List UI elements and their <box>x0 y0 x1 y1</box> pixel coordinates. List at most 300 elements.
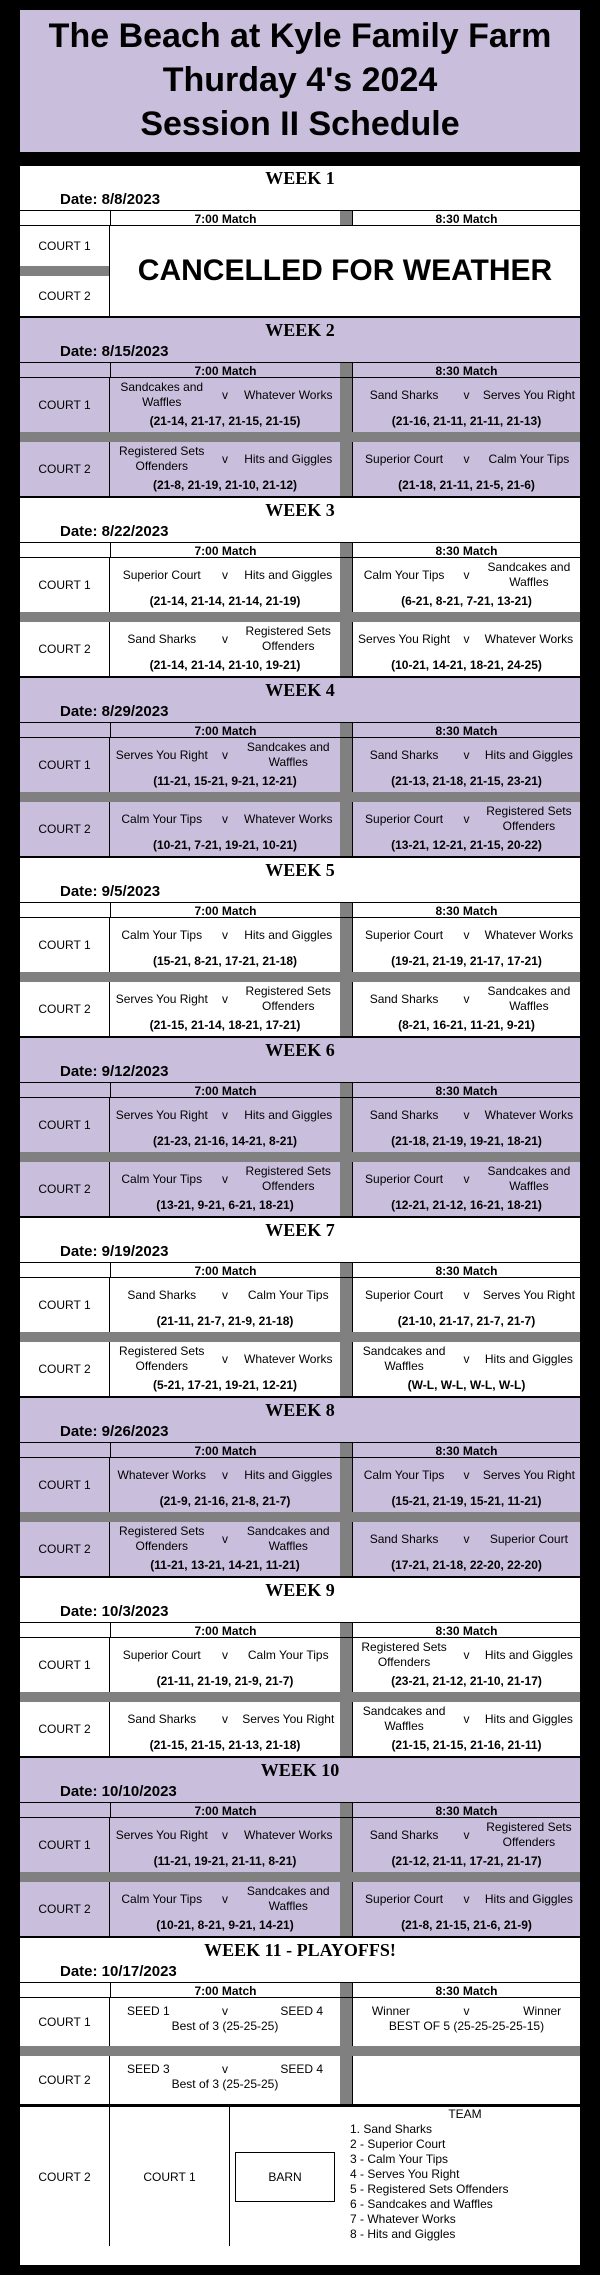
match-cell <box>352 1098 580 1152</box>
court-label: COURT 2 <box>20 2056 110 2104</box>
matchup <box>353 802 580 836</box>
week-block <box>20 1218 580 1398</box>
court-label: COURT 2 <box>20 802 110 856</box>
court-row <box>20 1818 580 1872</box>
playoff-court-2 <box>20 2056 580 2104</box>
week-date: Date: 8/15/2023 <box>60 343 169 360</box>
week-date: Date: 9/5/2023 <box>60 883 161 900</box>
match-score: (21-10, 21-17, 21-7, 21-7) <box>397 1314 536 1328</box>
versus: v <box>463 1468 470 1482</box>
court-label: COURT 2 <box>20 1882 110 1936</box>
week-date: Date: 8/22/2023 <box>60 523 169 540</box>
team-b: Sandcakes and Waffles <box>246 1884 330 1913</box>
team-b: Sandcakes and Waffles <box>487 1164 571 1193</box>
week-title: WEEK 2 <box>265 320 335 340</box>
matchup <box>353 1162 580 1196</box>
match-cell <box>352 1638 580 1692</box>
match-time-header <box>20 362 580 378</box>
match-cell <box>110 442 340 496</box>
team-list-item: 8 - Hits and Giggles <box>350 2227 456 2241</box>
playoff-match <box>110 2056 340 2104</box>
team-b: Sandcakes and Waffles <box>246 740 330 769</box>
title-line-1: The Beach at Kyle Family Farm <box>48 17 552 55</box>
court-row <box>20 1162 580 1216</box>
match-score: (21-18, 21-11, 21-5, 21-6) <box>398 478 535 492</box>
week-block <box>20 1578 580 1758</box>
match-score: (19-21, 21-19, 21-17, 17-21) <box>391 954 542 968</box>
matchup <box>110 1638 340 1672</box>
match-cell <box>110 738 340 792</box>
court-row <box>20 442 580 496</box>
match-cell <box>110 982 340 1036</box>
team-list-header: TEAM <box>448 2107 482 2121</box>
match-cell <box>352 1162 580 1216</box>
court-label: COURT 1 <box>20 1098 110 1152</box>
team-b: Whatever Works <box>244 1351 333 1366</box>
versus: v <box>463 1172 470 1186</box>
team-b: Hits and Giggles <box>244 1107 333 1122</box>
matchup <box>110 378 340 412</box>
match-cell <box>352 982 580 1036</box>
match-score: (21-12, 21-11, 17-21, 21-17) <box>391 1854 542 1868</box>
team-a: Serves You Right <box>115 1107 208 1122</box>
court-row <box>20 1522 580 1576</box>
team-b: Hits and Giggles <box>484 1351 573 1366</box>
match-cell <box>352 442 580 496</box>
matchup <box>353 1342 580 1376</box>
team-b: Hits and Giggles <box>244 451 333 466</box>
match-cell <box>110 622 340 676</box>
match-time-1: 7:00 Match <box>110 1083 340 1097</box>
matchup <box>110 1098 340 1132</box>
team-b: Whatever Works <box>244 811 333 826</box>
week-block <box>20 498 580 678</box>
team-a: Sand Sharks <box>369 1827 439 1842</box>
matchup <box>353 1818 580 1852</box>
matchup <box>110 1882 340 1916</box>
team-b: Superior Court <box>489 1531 568 1546</box>
versus: v <box>222 568 228 582</box>
seed-b: SEED 4 <box>280 2062 324 2076</box>
match-time-header <box>20 1982 580 1998</box>
match-cell <box>110 1278 340 1332</box>
team-a: Calm Your Tips <box>363 567 445 582</box>
match-cell <box>352 918 580 972</box>
winner-b: Winner <box>523 2004 562 2018</box>
match-score: (21-9, 21-16, 21-8, 21-7) <box>159 1494 291 1508</box>
divider <box>20 792 580 802</box>
match-cell <box>110 1342 340 1396</box>
team-b: Hits and Giggles <box>244 567 333 582</box>
versus: v <box>222 1352 228 1366</box>
court-label: COURT 2 <box>20 1702 110 1756</box>
schedule-sheet <box>20 10 580 2265</box>
versus: v <box>463 388 470 402</box>
team-b: Registered Sets Offenders <box>245 984 331 1013</box>
matchup <box>353 622 580 656</box>
matchup <box>353 378 580 412</box>
versus: v <box>463 812 470 826</box>
versus: v <box>463 568 470 582</box>
matchup <box>110 442 340 476</box>
team-a: Superior Court <box>365 1171 444 1186</box>
team-a: Sand Sharks <box>127 1287 197 1302</box>
match-time-1: 7:00 Match <box>110 1443 340 1457</box>
team-b: Whatever Works <box>484 631 574 646</box>
matchup <box>353 1522 580 1556</box>
team-a: Sand Sharks <box>369 1531 439 1546</box>
versus: v <box>222 1108 228 1122</box>
match-cell <box>352 378 580 432</box>
week-date: Date: 9/12/2023 <box>60 1063 169 1080</box>
week-title: WEEK 7 <box>265 1220 335 1240</box>
divider <box>20 432 580 442</box>
team-a: Sand Sharks <box>369 387 439 402</box>
week-title: WEEK 1 <box>265 168 335 188</box>
versus: v <box>222 1532 228 1546</box>
team-a: Registered Sets Offenders <box>361 1640 447 1669</box>
matchup <box>110 1818 340 1852</box>
court-label: COURT 1 <box>20 558 110 612</box>
versus: v <box>222 632 228 646</box>
divider <box>20 612 580 622</box>
versus: v <box>463 1352 470 1366</box>
week-title: WEEK 4 <box>265 680 335 700</box>
matchup <box>353 1638 580 1672</box>
match-time-1: 7:00 Match <box>110 723 340 737</box>
cancelled-row <box>20 226 580 316</box>
map-court-1: COURT 1 <box>110 2107 230 2246</box>
match-cell <box>110 378 340 432</box>
match-cell <box>110 1882 340 1936</box>
week-block <box>20 318 580 498</box>
week-block <box>20 858 580 1038</box>
match-score: (15-21, 21-19, 15-21, 11-21) <box>391 1494 542 1508</box>
court-label: COURT 2 <box>20 1162 110 1216</box>
match-cell <box>352 1278 580 1332</box>
cancelled-message: CANCELLED FOR WEATHER <box>137 254 553 287</box>
match-time-header <box>20 902 580 918</box>
match-score: (21-15, 21-15, 21-16, 21-11) <box>391 1738 542 1752</box>
team-b: Hits and Giggles <box>484 747 573 762</box>
match-format: Best of 3 (25-25-25) <box>171 2019 279 2033</box>
team-b: Serves You Right <box>242 1711 335 1726</box>
court-label: COURT 1 <box>20 1278 110 1332</box>
match-score: (11-21, 13-21, 14-21, 11-21) <box>150 1558 300 1572</box>
court-row <box>20 918 580 972</box>
versus: v <box>463 1532 470 1546</box>
team-a: Sand Sharks <box>127 631 197 646</box>
week-title: WEEK 10 <box>260 1760 340 1780</box>
versus: v <box>222 1712 228 1726</box>
court-labels <box>20 226 110 316</box>
match-format: Best of 3 (25-25-25) <box>171 2077 279 2091</box>
team-b: Sandcakes and Waffles <box>487 984 571 1013</box>
team-b: Sandcakes and Waffles <box>487 560 571 589</box>
week-title: WEEK 5 <box>265 860 335 880</box>
divider <box>20 1692 580 1702</box>
match-score: (21-18, 21-19, 19-21, 18-21) <box>391 1134 542 1148</box>
match-cell <box>352 1522 580 1576</box>
court-label: COURT 2 <box>38 289 91 303</box>
schedule-title <box>20 10 580 152</box>
team-a: Calm Your Tips <box>121 811 203 826</box>
match-cell <box>110 1702 340 1756</box>
match-score: (23-21, 21-12, 21-10, 21-17) <box>391 1674 542 1688</box>
match-time-2: 8:30 Match <box>352 903 580 917</box>
versus: v <box>222 2062 228 2076</box>
team-b: Hits and Giggles <box>484 1647 573 1662</box>
court-label: COURT 2 <box>20 622 110 676</box>
matchup <box>353 1882 580 1916</box>
winner-a: Winner <box>371 2004 410 2018</box>
divider <box>20 2046 580 2056</box>
versus: v <box>222 1828 228 1842</box>
team-a: Superior Court <box>365 1287 444 1302</box>
court-label: COURT 2 <box>20 982 110 1036</box>
team-a: Sand Sharks <box>369 747 439 762</box>
match-score: (21-8, 21-19, 21-10, 21-12) <box>152 478 298 492</box>
weeks-container <box>20 166 580 1938</box>
court-row <box>20 558 580 612</box>
divider <box>20 1872 580 1882</box>
court-row <box>20 738 580 792</box>
court-label: COURT 1 <box>38 239 91 253</box>
team-a: Superior Court <box>365 451 444 466</box>
court-label: COURT 1 <box>20 1998 110 2046</box>
matchup <box>353 982 580 1016</box>
team-a: Superior Court <box>365 1891 444 1906</box>
match-time-2: 8:30 Match <box>352 1803 580 1817</box>
court-row <box>20 1342 580 1396</box>
court-row <box>20 1458 580 1512</box>
versus: v <box>222 748 228 762</box>
versus: v <box>222 1892 228 1906</box>
team-b: Hits and Giggles <box>484 1711 573 1726</box>
team-list-item: 2 - Superior Court <box>350 2137 446 2151</box>
title-line-3: Session II Schedule <box>140 105 460 143</box>
match-time-2: 8:30 Match <box>352 363 580 377</box>
week-title: WEEK 3 <box>265 500 335 520</box>
match-cell <box>110 1522 340 1576</box>
week-block <box>20 678 580 858</box>
team-list-item: 7 - Whatever Works <box>350 2212 456 2226</box>
court-label: COURT 1 <box>20 378 110 432</box>
match-score: (21-16, 21-11, 21-11, 21-13) <box>391 414 542 428</box>
match-score: (13-21, 12-21, 21-15, 20-22) <box>391 838 542 852</box>
matchup <box>353 1278 580 1312</box>
court-row <box>20 1278 580 1332</box>
match-time-2: 8:30 Match <box>352 1443 580 1457</box>
versus: v <box>463 1828 470 1842</box>
team-a: Superior Court <box>365 811 444 826</box>
matchup <box>110 738 340 772</box>
court-row <box>20 802 580 856</box>
match-score: (21-14, 21-14, 21-14, 21-19) <box>149 594 301 608</box>
match-score: (21-15, 21-15, 21-13, 21-18) <box>149 1738 301 1752</box>
court-row <box>20 982 580 1036</box>
week-block-playoffs <box>20 1938 580 2106</box>
matchup <box>353 738 580 772</box>
versus: v <box>463 1712 470 1726</box>
versus: v <box>222 992 228 1006</box>
match-score: (6-21, 8-21, 7-21, 13-21) <box>401 594 532 608</box>
court-row <box>20 378 580 432</box>
match-time-2: 8:30 Match <box>352 1263 580 1277</box>
court-row <box>20 1882 580 1936</box>
team-b: Registered Sets Offenders <box>245 624 331 653</box>
team-a: Superior Court <box>122 567 201 582</box>
team-a: Serves You Right <box>358 631 451 646</box>
matchup <box>110 1702 340 1736</box>
match-time-1: 7:00 Match <box>110 1263 340 1277</box>
team-a: Registered Sets Offenders <box>119 444 205 473</box>
match-time-header <box>20 542 580 558</box>
divider <box>20 972 580 982</box>
court-label: COURT 1 <box>20 1458 110 1512</box>
match-cell <box>110 1818 340 1872</box>
team-a: Registered Sets Offenders <box>119 1524 205 1553</box>
matchup <box>353 1702 580 1736</box>
team-a: Calm Your Tips <box>121 927 203 942</box>
team-a: Calm Your Tips <box>363 1467 445 1482</box>
match-time-header <box>20 1622 580 1638</box>
match-cell <box>352 1818 580 1872</box>
match-cell <box>110 918 340 972</box>
team-b: Calm Your Tips <box>247 1647 329 1662</box>
team-a: Sand Sharks <box>369 1107 439 1122</box>
team-b: Whatever Works <box>244 1827 333 1842</box>
match-score: (21-13, 21-18, 21-15, 23-21) <box>391 774 542 788</box>
empty-slot <box>352 2056 580 2104</box>
court-label: COURT 1 <box>20 738 110 792</box>
court-row <box>20 622 580 676</box>
match-cell <box>110 1638 340 1692</box>
team-a: Sandcakes and Waffles <box>362 1704 446 1733</box>
team-a: Sandcakes and Waffles <box>362 1344 446 1373</box>
team-a: Serves You Right <box>115 1827 208 1842</box>
divider <box>20 1512 580 1522</box>
match-score: (11-21, 15-21, 9-21, 12-21) <box>153 774 297 788</box>
matchup <box>353 918 580 952</box>
match-time-header <box>20 1262 580 1278</box>
matchup <box>110 1162 340 1196</box>
match-time-2: 8:30 Match <box>352 1983 580 1997</box>
versus: v <box>222 2004 228 2018</box>
match-time-1: 7:00 Match <box>110 543 340 557</box>
match-time-1: 7:00 Match <box>110 211 340 225</box>
team-a: Registered Sets Offenders <box>119 1344 205 1373</box>
match-cell <box>352 558 580 612</box>
match-score: (17-21, 21-18, 22-20, 22-20) <box>391 1558 542 1572</box>
versus: v <box>222 1288 228 1302</box>
team-b: Registered Sets Offenders <box>486 804 572 833</box>
match-cell <box>352 738 580 792</box>
court-row <box>20 1098 580 1152</box>
court-label: COURT 2 <box>20 1342 110 1396</box>
match-cell <box>352 802 580 856</box>
team-b: Whatever Works <box>484 927 574 942</box>
match-cell <box>352 1702 580 1756</box>
matchup <box>353 1458 580 1492</box>
versus: v <box>222 812 228 826</box>
versus: v <box>222 1648 228 1662</box>
match-score: (5-21, 17-21, 19-21, 12-21) <box>152 1378 298 1392</box>
match-time-header <box>20 1442 580 1458</box>
court-row <box>20 1702 580 1756</box>
match-score: (8-21, 16-21, 11-21, 9-21) <box>398 1018 535 1032</box>
matchup <box>110 558 340 592</box>
match-time-1: 7:00 Match <box>110 363 340 377</box>
match-time-2: 8:30 Match <box>352 723 580 737</box>
match-time-header <box>20 722 580 738</box>
match-score: (15-21, 8-21, 17-21, 21-18) <box>152 954 298 968</box>
week-date: Date: 10/10/2023 <box>60 1783 177 1800</box>
match-score: (21-8, 21-15, 21-6, 21-9) <box>401 1918 532 1932</box>
match-cell <box>352 1882 580 1936</box>
match-cell <box>110 1098 340 1152</box>
matchup <box>110 1458 340 1492</box>
team-list-item: 5 - Registered Sets Offenders <box>350 2182 509 2196</box>
playoff-final <box>352 1998 580 2046</box>
versus: v <box>222 452 228 466</box>
week-block <box>20 166 580 318</box>
team-b: Serves You Right <box>482 387 575 402</box>
team-a: Superior Court <box>365 927 444 942</box>
match-time-2: 8:30 Match <box>352 543 580 557</box>
versus: v <box>463 1288 470 1302</box>
court-label: COURT 1 <box>20 1638 110 1692</box>
versus: v <box>222 928 228 942</box>
match-time-2: 8:30 Match <box>352 1083 580 1097</box>
team-b: Hits and Giggles <box>484 1891 573 1906</box>
team-a: Sandcakes and Waffles <box>120 380 204 409</box>
playoff-court-1 <box>20 1998 580 2046</box>
versus: v <box>463 1892 470 1906</box>
divider <box>20 1152 580 1162</box>
week-title: WEEK 9 <box>265 1580 335 1600</box>
team-list-item: 6 - Sandcakes and Waffles <box>350 2197 493 2211</box>
team-b: Serves You Right <box>482 1467 575 1482</box>
match-score: (10-21, 14-21, 18-21, 24-25) <box>391 658 542 672</box>
court-label: COURT 2 <box>20 442 110 496</box>
map-barn: BARN <box>235 2152 335 2202</box>
team-b: Calm Your Tips <box>488 451 570 466</box>
matchup <box>110 1522 340 1556</box>
match-cell <box>110 1162 340 1216</box>
match-score: (12-21, 21-12, 16-21, 18-21) <box>391 1198 542 1212</box>
match-cell <box>352 1458 580 1512</box>
versus: v <box>463 1108 470 1122</box>
match-score: (21-14, 21-17, 21-15, 21-15) <box>149 414 301 428</box>
court-label: COURT 1 <box>20 1818 110 1872</box>
week-date: Date: 9/26/2023 <box>60 1423 169 1440</box>
seed-a: SEED 3 <box>126 2062 170 2076</box>
week-block <box>20 1398 580 1578</box>
matchup <box>110 1278 340 1312</box>
match-score: (21-14, 21-14, 21-10, 19-21) <box>149 658 301 672</box>
match-time-header <box>20 1802 580 1818</box>
team-b: Hits and Giggles <box>244 927 333 942</box>
matchup <box>110 802 340 836</box>
court-map <box>20 2106 580 2246</box>
team-b: Whatever Works <box>484 1107 574 1122</box>
match-cell <box>352 622 580 676</box>
team-list <box>340 2107 580 2246</box>
versus: v <box>222 1468 228 1482</box>
match-score: (11-21, 19-21, 21-11, 8-21) <box>153 1854 297 1868</box>
match-time-1: 7:00 Match <box>110 1623 340 1637</box>
